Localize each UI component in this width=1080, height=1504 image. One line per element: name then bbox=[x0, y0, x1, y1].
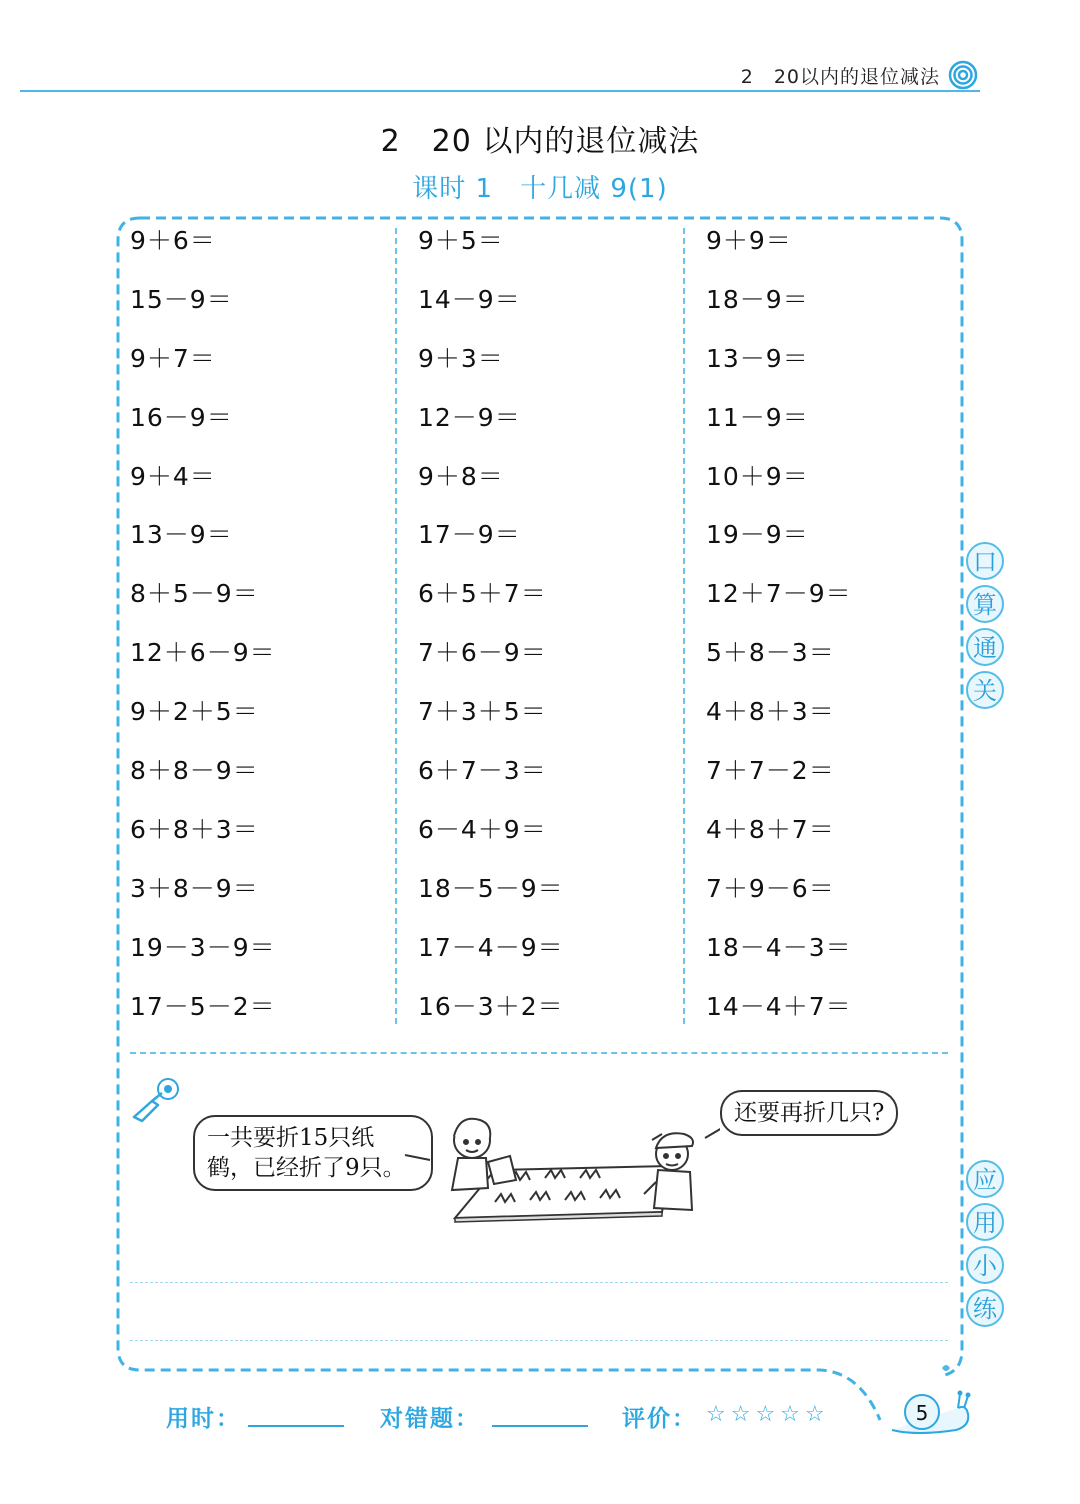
problem: 10＋9＝ bbox=[706, 461, 809, 491]
tag-char: 小 bbox=[966, 1246, 1004, 1284]
problem: 6＋8＋3＝ bbox=[130, 814, 259, 844]
problem: 18－4－3＝ bbox=[706, 932, 852, 962]
problem: 17－5－2＝ bbox=[130, 991, 276, 1021]
problem: 7＋3＋5＝ bbox=[418, 697, 547, 727]
answer-line bbox=[130, 1340, 948, 1341]
problem-column-3 bbox=[706, 216, 976, 1040]
page-number: 5 bbox=[904, 1394, 940, 1430]
problem: 3＋8－9＝ bbox=[130, 873, 259, 903]
problem: 11－9＝ bbox=[706, 402, 809, 432]
problem: 18－5－9＝ bbox=[418, 873, 564, 903]
problem: 13－9＝ bbox=[706, 343, 809, 373]
problem: 7＋6－9＝ bbox=[418, 638, 547, 668]
problem: 6＋5＋7＝ bbox=[418, 579, 547, 609]
problem: 9＋9＝ bbox=[706, 226, 792, 255]
problem: 15－9＝ bbox=[130, 284, 233, 314]
evaluation-label: 评价： bbox=[622, 1406, 697, 1432]
problem: 8＋8－9＝ bbox=[130, 756, 259, 786]
time-blank[interactable] bbox=[248, 1425, 344, 1427]
problem: 9＋8＝ bbox=[418, 461, 504, 491]
problem: 17－4－9＝ bbox=[418, 932, 564, 962]
problem: 14－4＋7＝ bbox=[706, 991, 852, 1021]
kids-folding-cranes-illustration bbox=[400, 1100, 720, 1230]
header-rule bbox=[20, 90, 980, 92]
pointing-hand-icon bbox=[128, 1075, 184, 1125]
side-tag-oral-calc bbox=[966, 542, 1006, 714]
header-chapter: 2 20以内的退位减法 bbox=[740, 66, 940, 88]
lesson-title: 课时 1 十几减 9(1) bbox=[412, 174, 668, 204]
problem-column-1 bbox=[130, 216, 400, 1040]
problem: 9＋4＝ bbox=[130, 461, 216, 491]
problem: 12＋7－9＝ bbox=[706, 579, 852, 609]
side-tag-application bbox=[966, 1160, 1006, 1332]
problem: 9＋2＋5＝ bbox=[130, 697, 259, 727]
problem: 18－9＝ bbox=[706, 284, 809, 314]
errors-blank[interactable] bbox=[492, 1425, 588, 1427]
problem: 9＋6＝ bbox=[130, 226, 216, 255]
tag-char: 算 bbox=[966, 585, 1004, 623]
time-label: 用时： bbox=[166, 1406, 241, 1432]
rating-stars[interactable]: ☆☆☆☆☆ bbox=[706, 1402, 830, 1427]
problem: 17－9＝ bbox=[418, 520, 521, 550]
errors-label: 对错题： bbox=[380, 1406, 480, 1432]
problem: 9＋5＝ bbox=[418, 226, 504, 255]
problem: 16－3＋2＝ bbox=[418, 991, 564, 1021]
answer-line bbox=[130, 1282, 948, 1283]
problem: 6－4＋9＝ bbox=[418, 814, 547, 844]
tag-char: 口 bbox=[966, 542, 1004, 580]
problem: 14－9＝ bbox=[418, 284, 521, 314]
problem: 12＋6－9＝ bbox=[130, 638, 276, 668]
problem: 7＋9－6＝ bbox=[706, 873, 835, 903]
column-divider bbox=[683, 228, 685, 1024]
tag-char: 应 bbox=[966, 1160, 1004, 1198]
problem: 4＋8＋3＝ bbox=[706, 697, 835, 727]
tag-char: 通 bbox=[966, 628, 1004, 666]
problem: 4＋8＋7＝ bbox=[706, 814, 835, 844]
speech-bubble-right: 还要再折几只? bbox=[720, 1090, 898, 1136]
tag-char: 用 bbox=[966, 1203, 1004, 1241]
column-divider bbox=[395, 228, 397, 1024]
problem: 19－9＝ bbox=[706, 520, 809, 550]
problem: 5＋8－3＝ bbox=[706, 638, 835, 668]
problem-column-2 bbox=[418, 216, 688, 1040]
chapter-title: 2 20 以内的退位减法 bbox=[380, 124, 700, 159]
tag-char: 练 bbox=[966, 1289, 1004, 1327]
problem: 7＋7－2＝ bbox=[706, 756, 835, 786]
problem: 19－3－9＝ bbox=[130, 932, 276, 962]
problem: 12－9＝ bbox=[418, 402, 521, 432]
problem: 9＋3＝ bbox=[418, 343, 504, 373]
problem: 16－9＝ bbox=[130, 402, 233, 432]
section-divider bbox=[130, 1052, 948, 1054]
problem: 8＋5－9＝ bbox=[130, 579, 259, 609]
problem: 13－9＝ bbox=[130, 520, 233, 550]
problem: 9＋7＝ bbox=[130, 343, 216, 373]
tag-char: 关 bbox=[966, 671, 1004, 709]
speech-bubble-left: 一共要折15只纸鹤，已经折了9只。 bbox=[193, 1115, 433, 1191]
problem: 6＋7－3＝ bbox=[418, 756, 547, 786]
swirl-icon bbox=[948, 60, 978, 90]
